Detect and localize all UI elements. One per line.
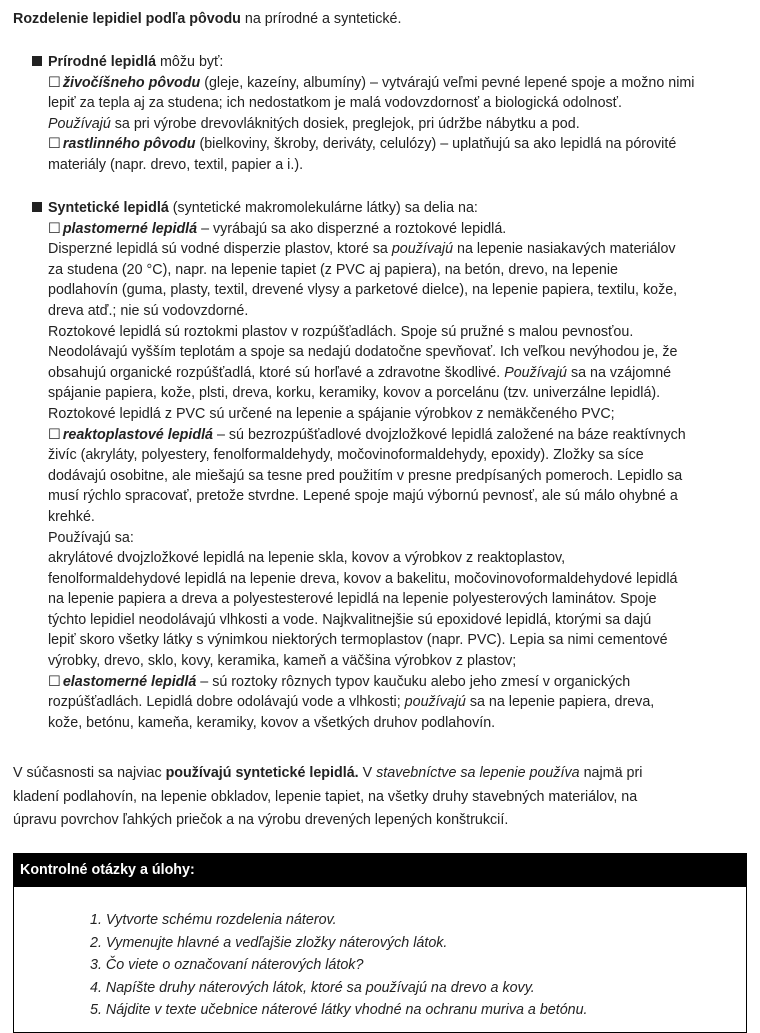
usage-line-3: na lepenie papiera a dreva a polyestesterové lepidlá na lepenie polyesterových laminátov. Spoje [48,591,657,608]
natural-line-1: ☐ živočíšneho pôvodu (gleje, kazeíny, albumíny) – vytvárajú veľmi pevné lepené spoje a možno nimi [32,73,750,94]
natural-line-3: Používajú sa pri výrobe drevovláknitých dosiek, preglejok, pri údržbe nábytku a pod. [48,115,580,132]
question-item: 3. Čo viete o označovaní náterových látok? [90,957,364,973]
solution-line-1: Roztokové lepidlá sú roztokmi plastov v rozpúšťadlách. Spoje sú pružné s malou pevnosťou. [48,323,634,340]
questions-title: Kontrolné otázky a úlohy: [14,854,746,887]
natural-line-4: ☐ rastlinného pôvodu (bielkoviny, škroby, deriváty, celulózy) – uplatňujú sa ako lepidlá na pórovité [32,134,750,155]
checkbox-icon: ☐ [48,426,61,443]
synthetic-heading: Syntetické lepidlá (syntetické makromolekulárne látky) sa delia na: [32,198,750,219]
closing-line-3: úpravu povrchov ľahkých priečok a na výrobu drevených lepených konštrukcií. [13,812,509,828]
question-item: 2. Vymenujte hlavné a vedľajšie zložky náterových látok. [90,934,448,951]
intro-bold: Rozdelenie lepidiel podľa pôvodu [13,11,241,27]
usage-line-6: výrobky, drevo, sklo, kovy, keramika, kameň a väčšina výrobkov z plastov; [48,653,517,670]
closing-line-2: kladení podlahovín, na lepenie obkladov, lepenie tapiet, na všetky druhy stavebných materiálov, na [13,788,638,805]
solution-line-4: spájanie papiera, kože, plsti, dreva, korku, keramiky, kovov a porcelánu (tzv. univerzálne lepidlá). [48,385,661,402]
reactoplast-line-3: dodávajú osobitne, ale miešajú sa tesne pred použitím v presne predpísaných pomeroch. Lepidlo sa [48,467,683,484]
elastomer-line-2: rozpúšťadlách. Lepidlá dobre odolávajú vode a vlhkosti; používajú sa na lepenie papiera, dreva, [48,694,655,711]
natural-adhesives-section [32,52,750,176]
usage-line-4: týchto lepidiel neodolávajú vlhkosti a vode. Najkvalitnejšie sú epoxidové lepidlá, ktorými sa dajú [48,611,652,628]
questions-list [14,887,746,1022]
questions-box [13,853,747,1033]
dispersion-line-2: za studena (20 °C), napr. na lepenie tapiet (z PVC aj papiera), na betón, drevo, na lepenie [48,261,619,278]
usage-line-0: Používajú sa: [48,529,134,546]
elastomer-line-3: kože, betónu, kameňa, keramiky, kovov a všetkých druhov podlahovín. [48,714,496,731]
dispersion-line-3: podlahovín (guma, plasty, textil, drevené vlysy a parketové dielce), na lepenie papiera, textilu, kože, [48,282,678,299]
dispersion-line-1: Disperzné lepidlá sú vodné disperzie plastov, ktoré sa používajú na lepenie nasiakavých materiálov [48,241,676,258]
reactoplast-line-2: živíc (akryláty, polyestery, fenolformaldehydy, močovinoformaldehydy, epoxidy). Zložky sa síce [48,447,644,464]
question-item: 4. Napíšte druhy náterových látok, ktoré sa používajú na drevo a kovy. [90,979,535,996]
natural-line-5: materiály (napr. drevo, textil, papier a i.). [48,156,304,173]
reactoplast-line-1: ☐ reaktoplastové lepidlá – sú bezrozpúšťadlové dvojzložkové lepidlá založené na báze reaktívnych [32,425,750,446]
question-item: 5. Nájdite v texte učebnice náterové látky vhodné na ochranu muriva a betónu. [90,1002,588,1018]
reactoplast-line-5: krehké. [48,508,95,525]
checkbox-icon: ☐ [48,673,61,690]
intro-paragraph [13,9,748,30]
usage-line-2: fenolformaldehydové lepidlá na lepenie dreva, kovov a bakelitu, močovinovoformaldehydové lepidlá [48,570,678,587]
synthetic-adhesives-section [32,198,750,733]
solution-line-2: Neodolávajú vyšším teplotám a spoje sa nedajú dodatočne spevňovať. Ich veľkou nevýhodou je, že [48,344,678,361]
usage-line-5: lepiť skoro všetky látky s výnimkou niektorých termoplastov (napr. PVC). Lepia sa nimi cementové [48,632,668,649]
closing-paragraph [13,762,748,833]
natural-line-2: lepiť za tepla aj za studena; ich nedostatkom je malá vodovzdornosť a biologická odolnosť. [48,95,623,112]
checkbox-icon: ☐ [48,136,61,153]
usage-line-1: akrylátové dvojzložkové lepidlá na lepenie skla, kovov a výrobkov z reaktoplastov, [48,550,566,567]
checkbox-icon: ☐ [48,220,61,237]
square-bullet-icon [32,202,42,212]
natural-heading: Prírodné lepidlá môžu byť: [32,52,750,73]
closing-line-1: V súčasnosti sa najviac používajú syntetické lepidlá. V stavebníctve sa lepenie používa najmä pri [13,765,643,781]
solution-line-3: obsahujú organické rozpúšťadlá, ktoré sú horľavé a zdravotne škodlivé. Používajú sa na vzájomné [48,364,672,381]
elastomer-line-1: ☐ elastomerné lepidlá – sú roztoky rôznych typov kaučuku alebo jeho zmesí v organických [32,672,750,693]
solution-line-5: Roztokové lepidlá z PVC sú určené na lepenie a spájanie výrobkov z nemäkčeného PVC; [48,405,615,422]
reactoplast-line-4: musí rýchlo spracovať, pretože stvrdne. Lepené spoje majú výbornú pevnosť, ale sú málo ohybné a [48,488,678,505]
checkbox-icon: ☐ [48,74,61,91]
square-bullet-icon [32,56,42,66]
plastomer-line: ☐ plastomerné lepidlá – vyrábajú sa ako disperzné a roztokové lepidlá. [32,219,750,240]
intro-rest: na prírodné a syntetické. [240,11,402,27]
question-item: 1. Vytvorte schému rozdelenia náterov. [90,912,337,928]
dispersion-line-4: dreva atď.; nie sú vodovzdorné. [48,302,249,319]
